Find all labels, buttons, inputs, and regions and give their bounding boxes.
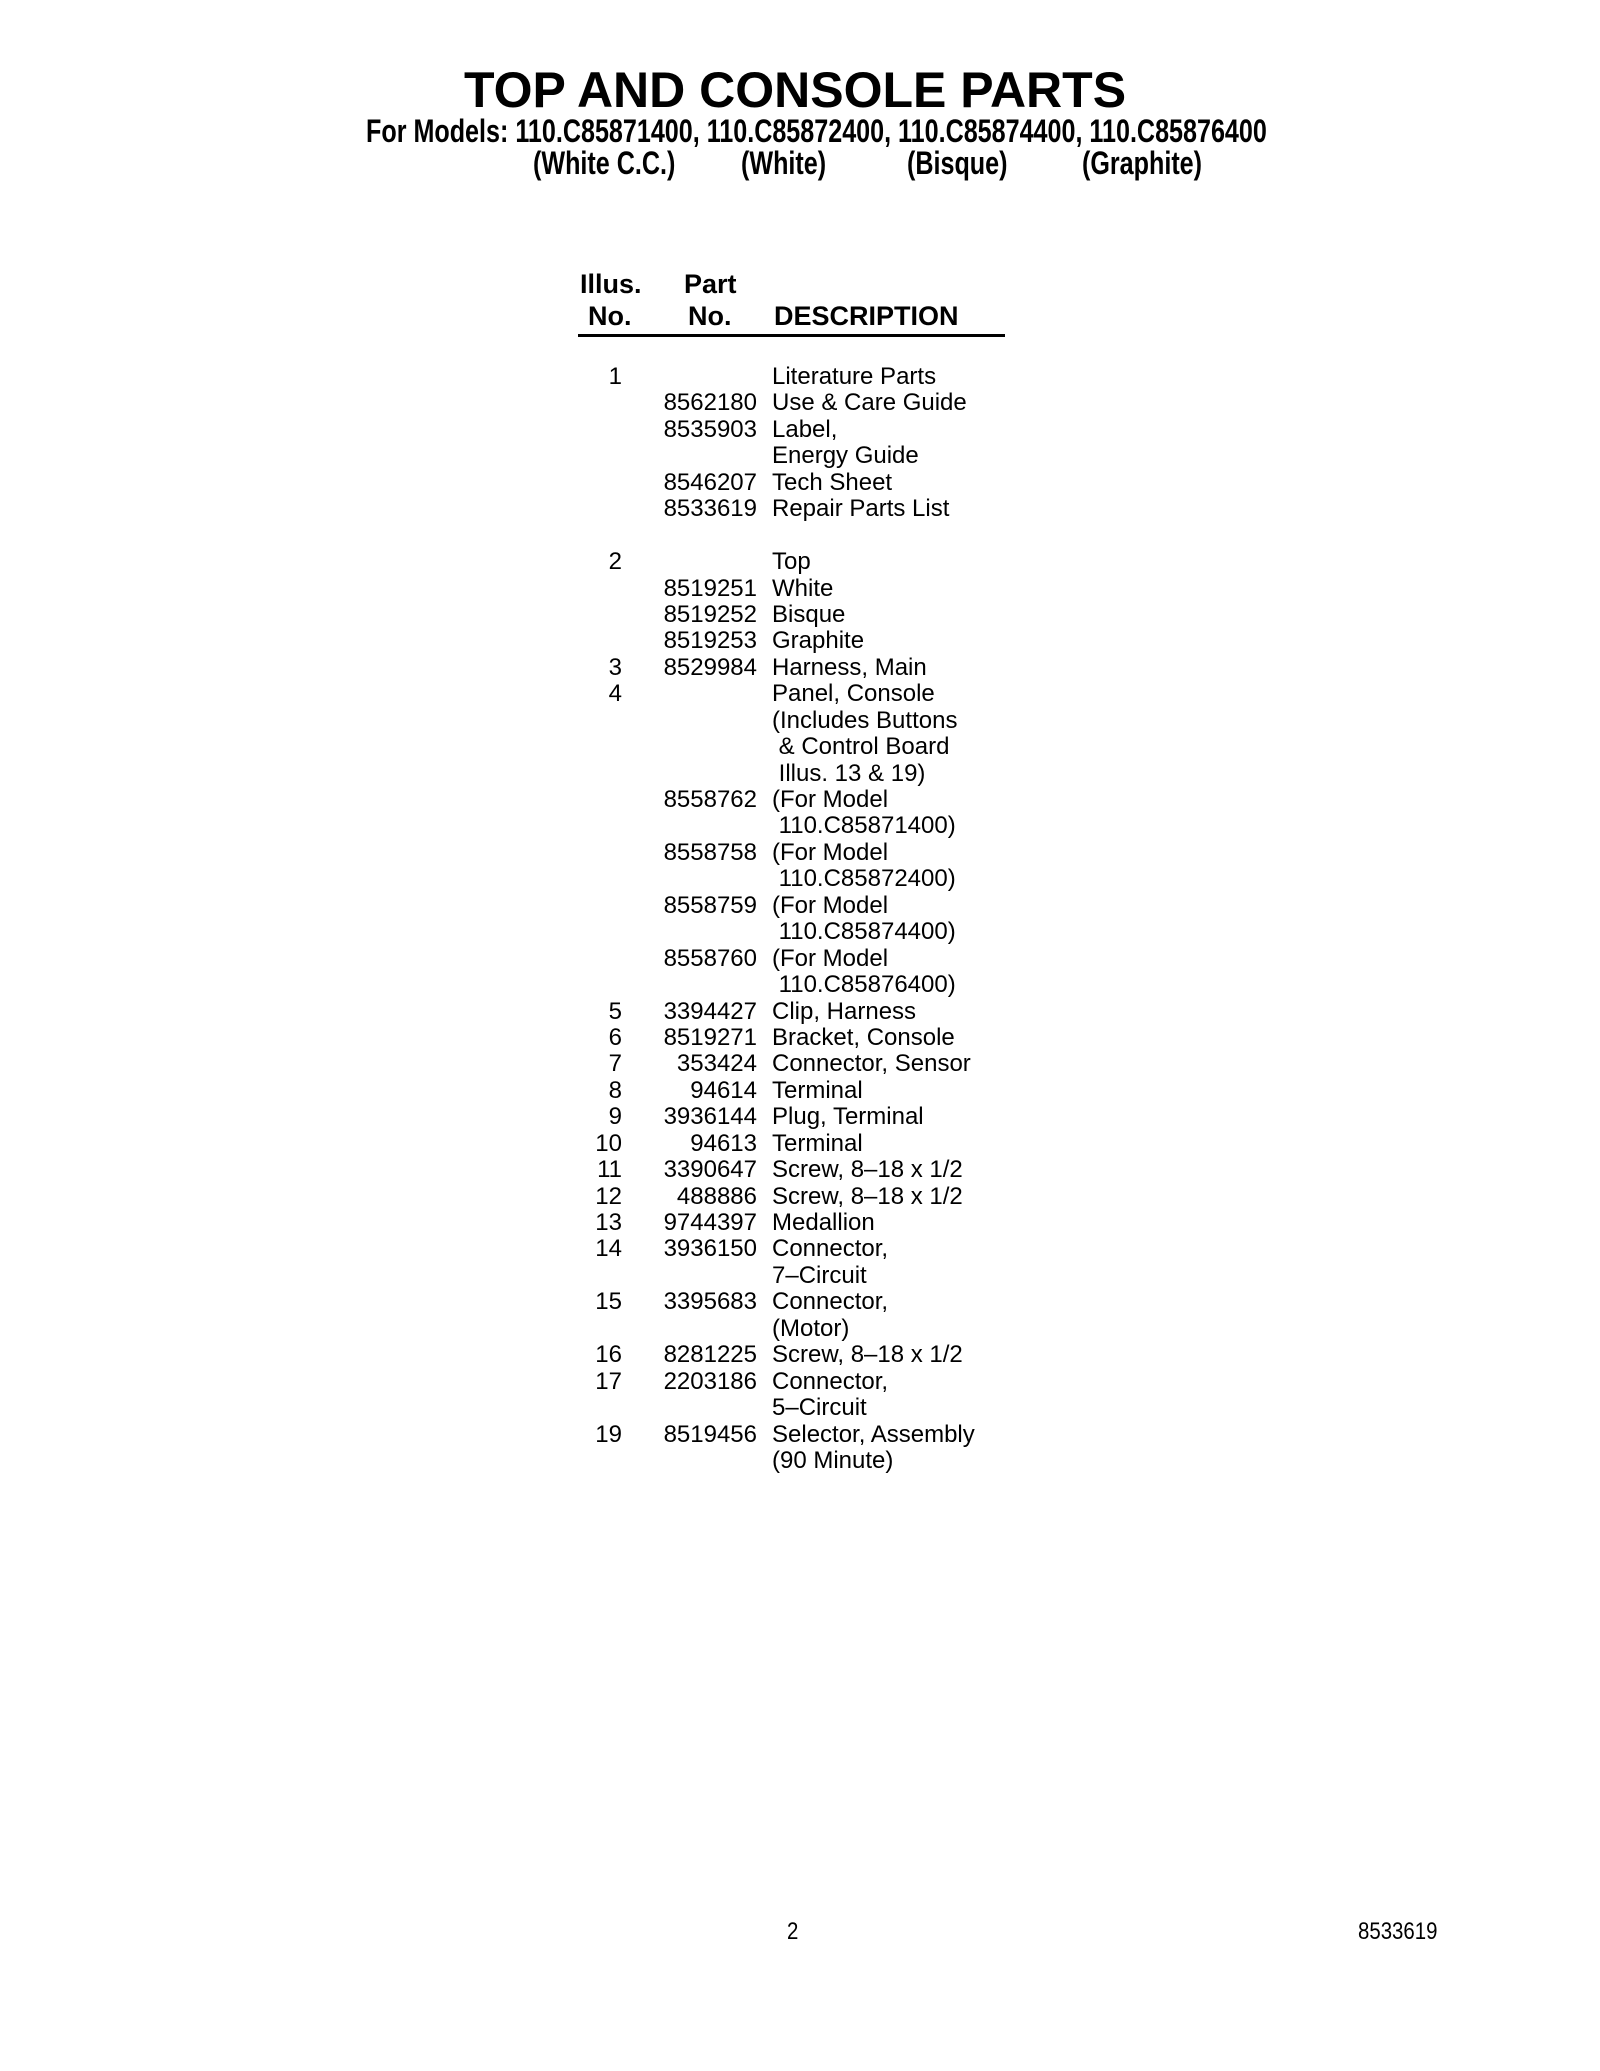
- illus-number: 6: [608, 1023, 622, 1051]
- part-description: Medallion: [772, 1209, 875, 1236]
- illus-number: 11: [597, 1156, 622, 1184]
- part-number: 2203186: [663, 1367, 757, 1395]
- part-description: Graphite: [772, 627, 865, 655]
- part-description: 7–Circuit: [772, 1261, 867, 1289]
- table-row: [578, 1236, 1038, 1262]
- table-row: [578, 1131, 1038, 1157]
- part-number: 8558760: [663, 944, 757, 972]
- table-row: [578, 1395, 1038, 1421]
- table-row: [578, 1104, 1038, 1130]
- part-description: Label,: [772, 415, 838, 443]
- illus-number: 4: [608, 680, 622, 708]
- page-title: TOP AND CONSOLE PARTS: [463, 62, 1127, 118]
- table-row: [578, 1316, 1038, 1342]
- table-row: [578, 628, 1038, 654]
- table-row: [578, 364, 1038, 390]
- part-number: 94614: [690, 1076, 757, 1104]
- table-row: [578, 840, 1038, 866]
- table-row: [578, 866, 1038, 892]
- models-line-text: For Models: 110.C85871400, 110.C85872400, 110.C85874400, 110.C85876400: [366, 113, 1267, 149]
- model-color-white-cc: (White C.C.): [533, 145, 676, 181]
- part-description: Literature Parts: [772, 363, 937, 390]
- model-color-white: (White): [741, 145, 827, 181]
- part-description: 5–Circuit: [772, 1394, 867, 1422]
- part-description: (For Model: [772, 891, 889, 919]
- part-description: Bracket, Console: [772, 1023, 955, 1051]
- illus-number: 17: [595, 1367, 622, 1395]
- table-row: [578, 999, 1038, 1025]
- illus-number: 2: [608, 548, 622, 576]
- part-number: 8546207: [663, 468, 757, 496]
- column-header-description: DESCRIPTION: [774, 301, 959, 331]
- illus-number: 15: [595, 1288, 622, 1316]
- part-description: Illus. 13 & 19): [772, 759, 926, 787]
- part-description: Harness, Main: [772, 653, 927, 681]
- table-row: [578, 787, 1038, 813]
- part-number: 8533619: [663, 495, 757, 523]
- part-number: 3394427: [663, 997, 757, 1025]
- table-row: [578, 655, 1038, 681]
- illus-number: 1: [608, 363, 622, 390]
- illus-number: 7: [608, 1050, 622, 1078]
- part-number: 8519252: [663, 600, 757, 628]
- table-row: [578, 761, 1038, 787]
- illus-number: 5: [608, 997, 622, 1025]
- page-number: 2: [787, 1918, 799, 1945]
- table-row: [578, 1157, 1038, 1183]
- part-description: (For Model: [772, 786, 889, 813]
- table-row: [578, 470, 1038, 496]
- table-row: [578, 972, 1038, 998]
- part-number: 8558759: [663, 891, 757, 919]
- illus-number: 13: [595, 1209, 622, 1236]
- part-number: 3395683: [663, 1288, 757, 1316]
- illus-number: 16: [595, 1341, 622, 1369]
- table-row: [578, 919, 1038, 945]
- part-number: 8562180: [663, 389, 757, 417]
- part-description: 110.C85871400): [772, 812, 956, 840]
- table-row: [578, 813, 1038, 839]
- part-number: 8519251: [663, 574, 757, 602]
- part-description: Connector,: [772, 1288, 889, 1316]
- column-header-illus-line2: No.: [588, 301, 632, 331]
- table-row: [578, 708, 1038, 734]
- illus-number: 10: [595, 1129, 622, 1157]
- illus-number: 3: [608, 653, 622, 681]
- part-description: (Includes Buttons: [772, 706, 958, 734]
- part-description: Connector, Sensor: [772, 1050, 971, 1078]
- illus-number: 9: [608, 1103, 622, 1131]
- column-header-illus-line1: Illus.: [580, 269, 642, 299]
- column-header-part-line1: Part: [684, 269, 737, 299]
- part-number: 9744397: [663, 1209, 757, 1236]
- column-header-part-line2: No.: [688, 301, 732, 331]
- part-number: 94613: [690, 1129, 757, 1157]
- table-row: [578, 1210, 1038, 1236]
- part-description: Tech Sheet: [772, 468, 893, 496]
- part-description: (For Model: [772, 838, 889, 866]
- table-row: [578, 734, 1038, 760]
- table-row: [578, 681, 1038, 707]
- table-row: [578, 417, 1038, 443]
- model-color-graphite: (Graphite): [1082, 145, 1203, 181]
- part-number: 8529984: [663, 653, 757, 681]
- table-row: [578, 496, 1038, 522]
- part-number: 3936150: [663, 1235, 757, 1263]
- table-row: [578, 549, 1038, 575]
- part-number: 3390647: [663, 1156, 757, 1184]
- part-description: 110.C85874400): [772, 918, 956, 946]
- part-description: Energy Guide: [772, 442, 919, 470]
- part-number: 3936144: [663, 1103, 757, 1131]
- part-description: Screw, 8–18 x 1/2: [772, 1341, 963, 1369]
- part-description: Connector,: [772, 1367, 889, 1395]
- part-description: (For Model: [772, 944, 889, 972]
- table-row: [578, 1342, 1038, 1368]
- part-description: Repair Parts List: [772, 495, 950, 523]
- table-row: [578, 1263, 1038, 1289]
- table-row: [578, 1051, 1038, 1077]
- illus-number: 8: [608, 1076, 622, 1104]
- part-description: & Control Board: [772, 733, 950, 761]
- illus-number: 12: [595, 1182, 622, 1210]
- part-description: Panel, Console: [772, 680, 935, 708]
- part-description: Screw, 8–18 x 1/2: [772, 1182, 963, 1210]
- part-description: 110.C85872400): [772, 865, 956, 893]
- table-row: [578, 443, 1038, 469]
- part-description: Plug, Terminal: [772, 1103, 924, 1131]
- part-number: 8519456: [663, 1420, 757, 1448]
- part-number: 8558758: [663, 838, 757, 866]
- part-description: Selector, Assembly: [772, 1420, 975, 1448]
- part-description: Use & Care Guide: [772, 389, 967, 417]
- table-row: [578, 576, 1038, 602]
- table-row: [578, 390, 1038, 416]
- illus-number: 19: [595, 1420, 622, 1448]
- model-colors: [0, 145, 1600, 181]
- part-description: Screw, 8–18 x 1/2: [772, 1156, 963, 1184]
- table-row: [578, 1289, 1038, 1315]
- part-description: Connector,: [772, 1235, 889, 1263]
- illus-number: 14: [595, 1235, 622, 1263]
- part-number: 8558762: [663, 786, 757, 813]
- part-number: 353424: [676, 1050, 757, 1078]
- part-number: 8535903: [663, 415, 757, 443]
- part-description: (Motor): [772, 1314, 850, 1342]
- document-number: 8533619: [1358, 1918, 1438, 1945]
- table-row: [578, 893, 1038, 919]
- part-description: Bisque: [772, 600, 846, 628]
- table-row: [578, 523, 1038, 549]
- table-row: [578, 1078, 1038, 1104]
- part-description: White: [772, 574, 834, 602]
- part-number: 488886: [676, 1182, 757, 1210]
- table-row: [578, 1025, 1038, 1051]
- parts-table-body: [578, 364, 1038, 1474]
- table-row: [578, 1448, 1038, 1474]
- part-description: Clip, Harness: [772, 997, 917, 1025]
- part-description: Top: [772, 548, 811, 576]
- table-row: [578, 946, 1038, 972]
- part-description: (90 Minute): [772, 1446, 894, 1474]
- models-line: [366, 113, 1267, 149]
- part-number: 8519253: [663, 627, 757, 655]
- part-number: 8519271: [663, 1023, 757, 1051]
- table-row: [578, 1422, 1038, 1448]
- model-color-bisque: (Bisque): [907, 145, 1008, 181]
- table-row: [578, 602, 1038, 628]
- parts-table-header: [578, 268, 1006, 338]
- header-rule: [578, 334, 1005, 337]
- part-description: Terminal: [772, 1076, 863, 1104]
- part-number: 8281225: [663, 1341, 757, 1369]
- part-description: 110.C85876400): [772, 971, 956, 999]
- table-row: [578, 1369, 1038, 1395]
- table-row: [578, 1184, 1038, 1210]
- part-description: Terminal: [772, 1129, 863, 1157]
